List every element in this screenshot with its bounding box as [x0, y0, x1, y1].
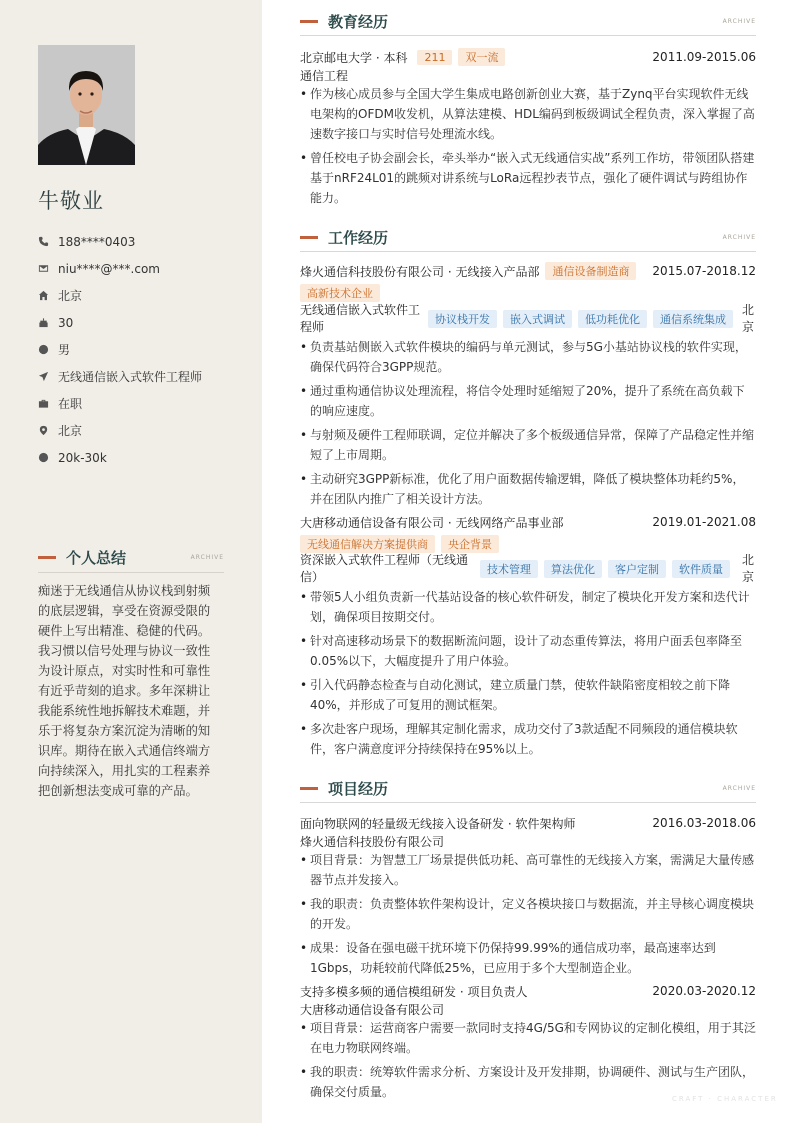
job-tag: 无线通信解决方案提供商 [300, 535, 435, 553]
skill-tag: 嵌入式调试 [503, 310, 572, 328]
job-company: 烽火通信科技股份有限公司 · 无线接入产品部 [300, 264, 540, 279]
list-item: • 与射频及硬件工程师联调，定位并解决了多个板级通信异常，保障了产品稳定性并缩短了上市周期。 [300, 425, 756, 465]
salary-icon [38, 452, 49, 463]
education-section-header [300, 8, 756, 36]
skill-tag: 低功耗优化 [578, 310, 647, 328]
job-company: 大唐移动通信设备有限公司 · 无线网络产品事业部 [300, 515, 564, 530]
project-name: 支持多模多频的通信模组研发 · 项目负责人 [300, 984, 528, 999]
job-role-row [300, 552, 756, 586]
phone-text: 188****0403 [58, 234, 136, 249]
projects-title: 项目经历 [328, 780, 389, 798]
location-icon [38, 425, 49, 436]
list-item: • 通过重构通信协议处理流程，将信令处理时延缩短了20%，提升了系统在高负载下的响应速度。 [300, 381, 756, 421]
skill-tag: 软件质量 [672, 560, 730, 578]
gender-icon [38, 344, 49, 355]
archive-label: ARCHIVE [190, 554, 224, 561]
archive-label: ARCHIVE [722, 785, 756, 792]
info-age [38, 309, 228, 336]
home-icon [38, 290, 49, 301]
info-hometown [38, 282, 228, 309]
info-phone [38, 228, 228, 255]
list-item: • 主动研究3GPP新标准，优化了用户面数据传输逻辑，降低了模块整体功耗约5%，并在团队内推广了相关设计方法。 [300, 469, 756, 509]
skill-tag: 客户定制 [608, 560, 666, 578]
accent-bar [38, 556, 56, 559]
job-header-row [300, 513, 756, 531]
age-text: 30 [58, 315, 74, 330]
work-title: 工作经历 [328, 229, 389, 247]
skill-tag: 算法优化 [544, 560, 602, 578]
education-major: 通信工程 [300, 69, 349, 83]
list-item: • 多次赴客户现场，理解其定制化需求，成功交付了3款适配不同频段的通信模块软件，客户满意度评分持续保持在95%以上。 [300, 719, 756, 759]
project-date: 2016.03-2018.06 [652, 816, 756, 830]
project-bullets [300, 850, 756, 982]
target-role-text: 无线通信嵌入式软件工程师 [58, 370, 203, 384]
hometown-text: 北京 [58, 289, 83, 303]
salary-text: 20k-30k [58, 450, 107, 465]
job-role: 无线通信嵌入式软件工程师 [300, 303, 421, 334]
accent-bar [300, 20, 318, 23]
contact-info-list [38, 228, 228, 471]
info-salary [38, 444, 228, 471]
send-icon [38, 371, 49, 382]
education-title: 教育经历 [328, 13, 389, 31]
list-item: • 带领5人小组负责新一代基站设备的核心软件研发，制定了模块化开发方案和迭代计划，确保项目按期交付。 [300, 587, 756, 627]
phone-icon [38, 236, 49, 247]
project-header-row [300, 814, 756, 832]
project-header-row [300, 982, 756, 1000]
project-name: 面向物联网的轻量级无线接入设备研发 · 软件架构师 [300, 816, 576, 831]
summary-section-header [38, 543, 224, 573]
job-role-row [300, 302, 756, 336]
briefcase-icon [38, 398, 49, 409]
avatar-photo [38, 45, 135, 165]
job-location: 北京 [742, 553, 755, 584]
accent-bar [300, 787, 318, 790]
job-tag: 高新技术企业 [300, 284, 380, 302]
skill-tag: 技术管理 [480, 560, 538, 578]
job-header-row [300, 262, 756, 280]
skill-tags [480, 560, 730, 578]
list-item: • 针对高速移动场景下的数据断流问题，设计了动态重传算法，将用户面丢包率降至0.05%以下，大幅度提升了用户体验。 [300, 631, 756, 671]
candidate-name: 牛敬业 [38, 189, 104, 213]
archive-label: ARCHIVE [722, 234, 756, 241]
school-name: 北京邮电大学 · 本科 [300, 50, 408, 65]
job-bullets [300, 337, 756, 513]
school-tag: 211 [417, 50, 452, 65]
project-company: 烽火通信科技股份有限公司 [300, 835, 445, 849]
accent-bar [300, 236, 318, 239]
job-date: 2019.01-2021.08 [652, 515, 756, 529]
watermark: CRAFT · CHARACTER [672, 1095, 778, 1103]
project-date: 2020.03-2020.12 [652, 984, 756, 998]
summary-title: 个人总结 [66, 549, 127, 567]
job-date: 2015.07-2018.12 [652, 264, 756, 278]
mail-icon [38, 263, 49, 274]
status-text: 在职 [58, 397, 83, 411]
education-date: 2011.09-2015.06 [652, 50, 756, 64]
email-text: niu****@***.com [58, 261, 160, 276]
info-status [38, 390, 228, 417]
list-item: • 我的职责：统筹软件需求分析、方案设计及开发排期，协调硬件、测试与生产团队，确保交付质量。 [300, 1062, 756, 1102]
skill-tag: 协议栈开发 [428, 310, 497, 328]
job-tag-row [300, 535, 756, 552]
info-location [38, 417, 228, 444]
list-item: • 成果：设备在强电磁干扰环境下仍保持99.99%的通信成功率，最高速率达到1Gbps，功耗较前代降低25%，已应用于多个大型制造企业。 [300, 938, 756, 978]
skill-tag: 通信系统集成 [653, 310, 733, 328]
education-row [300, 48, 756, 66]
sidebar [0, 0, 262, 1123]
list-item: • 引入代码静态检查与自动化测试，建立质量门禁，使软件缺陷密度相较之前下降40%，并形成了可复用的测试框架。 [300, 675, 756, 715]
person-portrait-icon [38, 45, 135, 165]
list-item: • 项目背景：为智慧工厂场景提供低功耗、高可靠性的无线接入方案，需满足大量传感器节点并发接入。 [300, 850, 756, 890]
location-text: 北京 [58, 424, 83, 438]
project-bullets [300, 1018, 756, 1106]
archive-label: ARCHIVE [722, 18, 756, 25]
school-tag: 双一流 [458, 48, 505, 66]
gender-text: 男 [58, 343, 71, 357]
job-tag: 通信设备制造商 [545, 262, 636, 280]
skill-tags [428, 310, 733, 328]
list-item: • 项目背景：运营商客户需要一款同时支持4G/5G和专网协议的定制化模组，用于其泛在电力物联网终端。 [300, 1018, 756, 1058]
info-target-role [38, 363, 228, 390]
projects-section-header [300, 775, 756, 803]
cake-icon [38, 317, 49, 328]
info-gender [38, 336, 228, 363]
list-item: • 我的职责：负责整体软件架构设计，定义各模块接口与数据流，并主导核心调度模块的开发。 [300, 894, 756, 934]
job-location: 北京 [742, 303, 755, 334]
job-role: 资深嵌入式软件工程师（无线通信） [300, 553, 469, 584]
info-email [38, 255, 228, 282]
work-section-header [300, 224, 756, 252]
list-item: • 作为核心成员参与全国大学生集成电路创新创业大赛，基于Zynq平台实现软件无线电架构的OFDM收发机，从算法建模、HDL编码到板级调试全程负责，深入掌握了高速数字接口与实时信号处理流水线。 [300, 84, 756, 144]
summary-text: 痴迷于无线通信从协议栈到射频的底层逻辑，享受在资源受限的硬件上写出精准、稳健的代码。我习惯以信号处理与协议一致性为设计原点，对实时性和可靠性有近乎苛刻的追求。多年深耕让我能系统性地拆解技术难题，并乐于将复杂方案沉淀为清晰的知识库。期待在嵌入式通信终端方向持续深入，用扎实的工程素养把创新想法变成可靠的产品。 [38, 584, 211, 798]
list-item: • 曾任校电子协会副会长，牵头举办“嵌入式无线通信实战”系列工作坊，带领团队搭建基于nRF24L01的跳频对讲系统与LoRa远程抄表节点，强化了硬件调试与跨组协作能力。 [300, 148, 756, 208]
job-bullets [300, 587, 756, 763]
job-tag-row [300, 284, 756, 301]
education-bullets [300, 84, 756, 212]
list-item: • 负责基站侧嵌入式软件模块的编码与单元测试，参与5G小基站协议栈的软件实现，确保代码符合3GPP规范。 [300, 337, 756, 377]
job-tag: 央企背景 [441, 535, 499, 553]
project-company: 大唐移动通信设备有限公司 [300, 1003, 445, 1017]
